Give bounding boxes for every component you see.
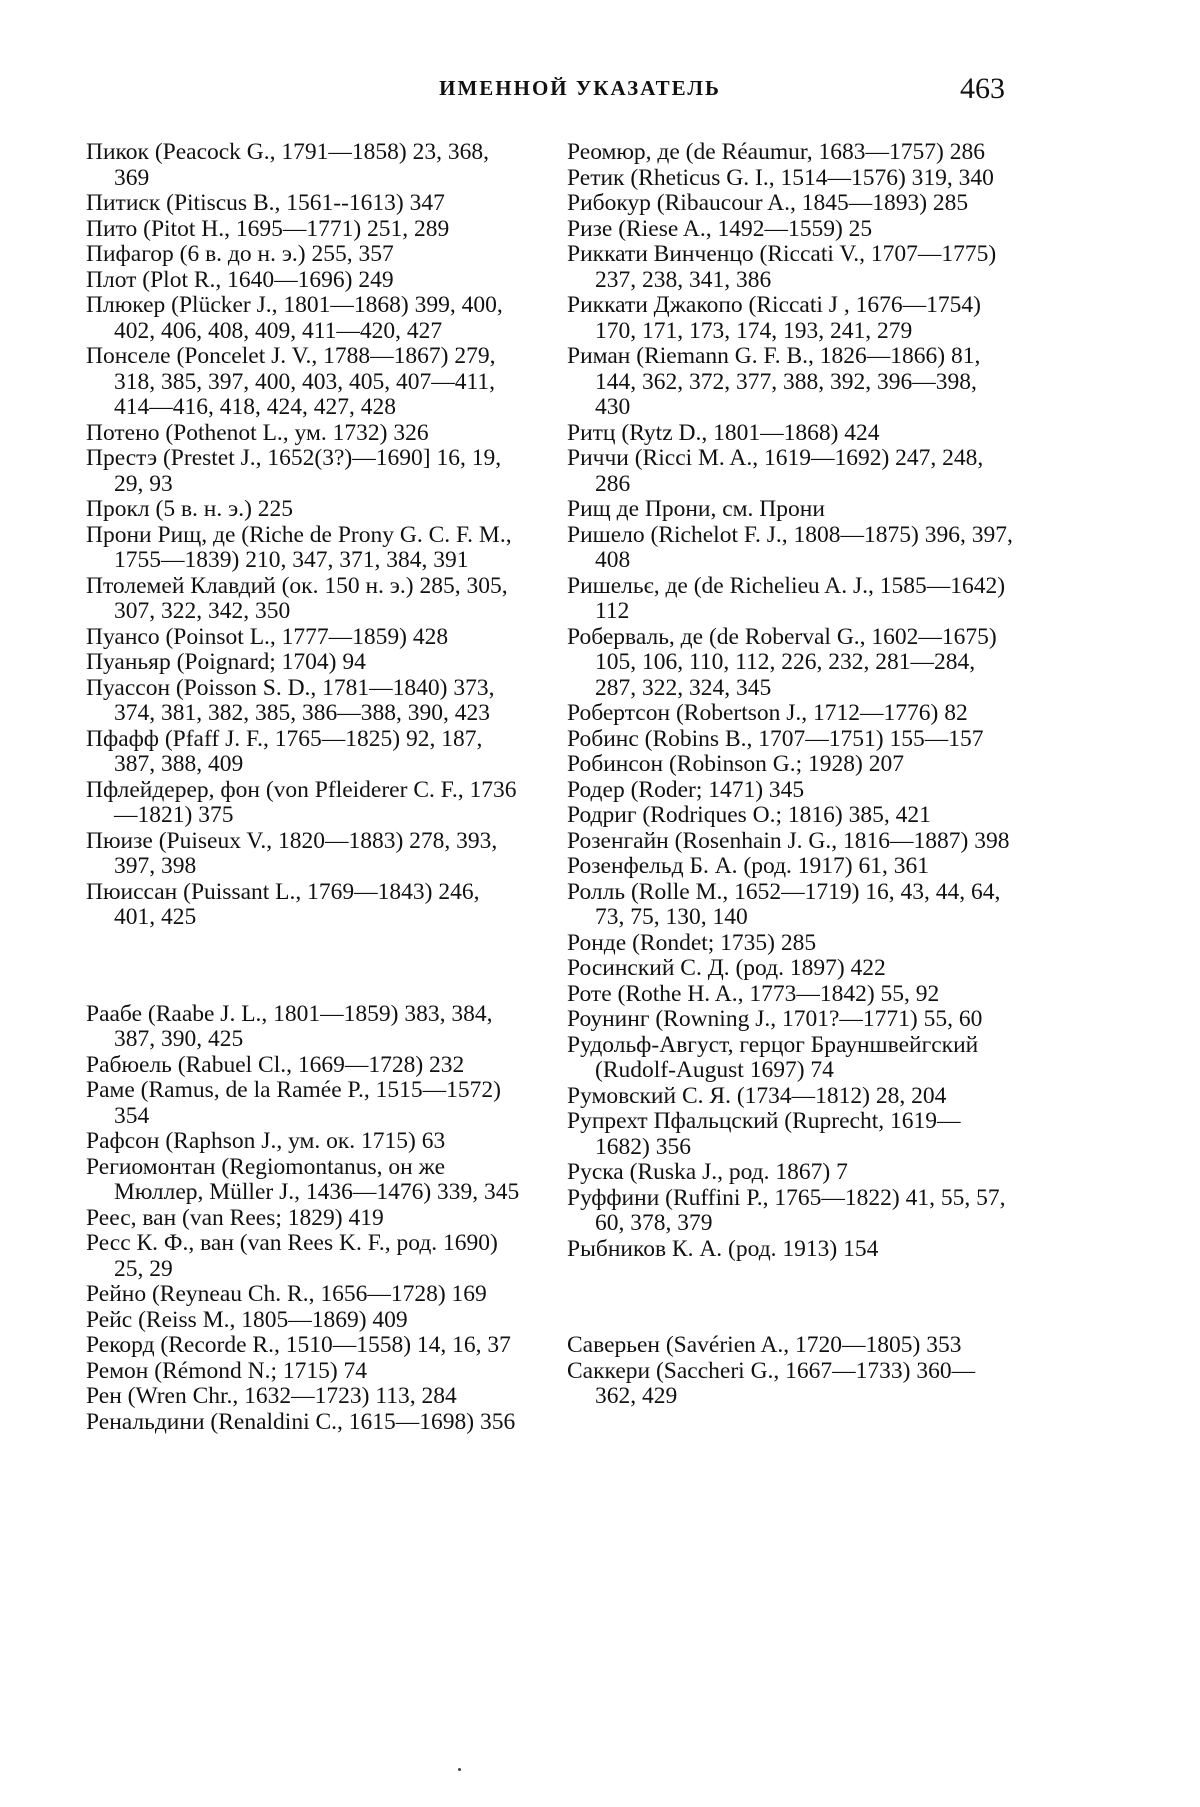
index-entry: Руска (Ruska J., род. 1867) 7 xyxy=(567,1159,848,1185)
index-entry: Пито (Pitot H., 1695—1771) 251, 289 xyxy=(86,215,450,242)
index-entry: Реес, ван (van Rees; 1829) 419 xyxy=(86,1204,384,1231)
index-entry: Питиск (Pitiscus B., 1561--1613) 347 xyxy=(86,190,445,216)
index-entry: Реомюр, де (de Réaumur, 1683—1757) 286 xyxy=(567,139,985,165)
index-entry: Рейс (Reiss M., 1805—1869) 409 xyxy=(86,1306,408,1333)
index-entry: Робинс (Robins B., 1707—1751) 155—157 xyxy=(567,725,984,752)
index-entry: Риччи (Ricci M. A., 1619—1692) 247, 248, 286 xyxy=(567,445,984,497)
index-entry: Розенфельд Б. А. (род. 1917) 61, 361 xyxy=(567,853,929,879)
index-entry: Ренальдини (Renaldini C., 1615—1698) 356 xyxy=(86,1408,516,1435)
index-entry: Робинсон (Robinson G.; 1928) 207 xyxy=(567,751,904,777)
index-entry: Потено (Pothenot L., ум. 1732) 326 xyxy=(86,419,429,446)
index-entry: Пуаньяр (Poignard; 1704) 94 xyxy=(86,649,366,675)
index-entry: Рекорд (Recorde R., 1510—1558) 14, 16, 37 xyxy=(86,1332,511,1358)
index-entry: Птолемей Клавдий (ок. 150 н. э.) 285, 305, 307, 322, 342, 350 xyxy=(86,572,508,624)
index-entry: Понселе (Poncelet J. V., 1788—1867) 279, 318, 385, 397, 400, 403, 405, 407—411, 414—416, 418, 424, 427, 428 xyxy=(86,343,496,420)
index-entry: Рибокур (Ribaucour A., 1845—1893) 285 xyxy=(567,190,969,216)
index-entry: Рейно (Reyneau Ch. R., 1656—1728) 169 xyxy=(86,1281,487,1307)
index-column-right xyxy=(567,140,1013,1410)
index-entry: Рабюель (Rabuel Cl., 1669—1728) 232 xyxy=(86,1051,465,1078)
index-entry: Роунинг (Rowning J., 1701?—1771) 55, 60 xyxy=(567,1006,983,1032)
index-entry: Рыбников К. А. (род. 1913) 154 xyxy=(567,1235,879,1262)
index-entry: Ритц (Rytz D., 1801—1868) 424 xyxy=(567,419,880,446)
index-entry: Ретик (Rheticus G. I., 1514—1576) 319, 340 xyxy=(567,164,994,191)
index-entry: Плюкер (Plücker J., 1801—1868) 399, 400, 402, 406, 408, 409, 411—420, 427 xyxy=(86,292,503,344)
index-entry: Ролль (Rolle M., 1652—1719) 16, 43, 44, 64, 73, 75, 130, 140 xyxy=(567,878,1001,930)
index-entry: Пикок (Peacock G., 1791—1858) 23, 368, 369 xyxy=(86,139,489,191)
index-entry: Рен (Wren Chr., 1632—1723) 113, 284 xyxy=(86,1383,457,1409)
print-speck xyxy=(458,1768,461,1771)
index-entry: Раабе (Raabe J. L., 1801—1859) 383, 384, 387, 390, 425 xyxy=(86,1000,493,1052)
index-entry: Робертсон (Robertson J., 1712—1776) 82 xyxy=(567,700,968,726)
index-entry: Плот (Plot R., 1640—1696) 249 xyxy=(86,266,394,293)
index-entry: Прони Рищ, де (Riche de Prony G. C. F. M., 1755—1839) 210, 347, 371, 384, 391 xyxy=(86,521,512,573)
index-entry: Ришельє, де (de Richelieu A. J., 1585—1642) 112 xyxy=(567,572,1006,624)
index-entry: Пуассон (Poisson S. D., 1781—1840) 373, 374, 381, 382, 385, 386—388, 390, 423 xyxy=(86,674,495,726)
index-entry: Риккати Джакопо (Riccati J , 1676—1754) 170, 171, 173, 174, 193, 241, 279 xyxy=(567,292,981,344)
index-entry: Ремон (Rémond N.; 1715) 74 xyxy=(86,1357,368,1384)
index-entry: Румовский С. Я. (1734—1812) 28, 204 xyxy=(567,1082,947,1109)
section-gap xyxy=(567,1286,1013,1310)
index-entry: Саккери (Saccheri G., 1667—1733) 360—362, 429 xyxy=(567,1357,976,1409)
index-entry: Пюиссан (Puissant L., 1769—1843) 246, 401, 425 xyxy=(86,878,480,930)
index-entry: Ришело (Richelot F. J., 1808—1875) 396, 397, 408 xyxy=(567,521,1013,573)
index-entry: Руффини (Ruffini P., 1765—1822) 41, 55, 57, 60, 378, 379 xyxy=(567,1184,1006,1236)
index-entry: Роберваль, де (de Roberval G., 1602—1675) 105, 106, 110, 112, 226, 232, 281—284, 287, 322, 324, 345 xyxy=(567,623,997,701)
index-entry: Пфафф (Pfaff J. F., 1765—1825) 92, 187, 387, 388, 409 xyxy=(86,725,483,777)
index-entry: Престэ (Prestet J., 1652(3?)—1690] 16, 19, 29, 93 xyxy=(86,445,502,497)
index-entry: Пуансо (Poinsot L., 1777—1859) 428 xyxy=(86,623,449,650)
page-header-title: ИМЕННОЙ УКАЗАТЕЛЬ xyxy=(439,76,721,100)
index-entry: Рупрехт Пфальцский (Ruprecht, 1619—1682) 356 xyxy=(567,1108,961,1160)
index-entry: Розенгайн (Rosenhain J. G., 1816—1887) 398 xyxy=(567,827,1010,854)
index-entry: Рафсон (Raphson J., ум. ок. 1715) 63 xyxy=(86,1128,446,1154)
index-entry: Росинский С. Д. (род. 1897) 422 xyxy=(567,955,886,981)
index-entry: Ризе (Riese A., 1492—1559) 25 xyxy=(567,215,873,242)
index-entry: Прокл (5 в. н. э.) 225 xyxy=(86,496,294,522)
index-entry: Рудольф-Август, герцог Брауншвейгский (Rudolf-August 1697) 74 xyxy=(567,1031,979,1083)
index-entry: Региомонтан (Regiomontanus, он же Мюллер, Müller J., 1436—1476) 339, 345 xyxy=(86,1153,520,1205)
index-entry: Раме (Ramus, de la Ramée P., 1515—1572) 354 xyxy=(86,1077,501,1129)
index-entry: Риман (Riemann G. F. B., 1826—1866) 81, 144, 362, 372, 377, 388, 392, 396—398, 430 xyxy=(567,343,981,420)
index-entry: Родер (Roder; 1471) 345 xyxy=(567,776,805,803)
index-entry: Саверьен (Savérien A., 1720—1805) 353 xyxy=(567,1332,962,1358)
index-column-left xyxy=(86,140,526,1435)
section-gap xyxy=(86,954,526,978)
index-entry: Рищ де Прони, см. Прони xyxy=(567,496,825,522)
page-number: 463 xyxy=(960,72,1005,105)
index-entry: Пфлейдерер, фон (von Pfleiderer C. F., 1736—1821) 375 xyxy=(86,776,517,828)
index-entry: Пюизе (Puiseux V., 1820—1883) 278, 393, 397, 398 xyxy=(86,827,498,879)
index-entry: Риккати Винченцо (Riccati V., 1707—1775) 237, 238, 341, 386 xyxy=(567,241,997,293)
index-entry: Родриг (Rodriques O.; 1816) 385, 421 xyxy=(567,802,931,828)
index-entry: Роте (Rothe H. A., 1773—1842) 55, 92 xyxy=(567,980,940,1007)
index-entry: Пифагор (6 в. до н. э.) 255, 357 xyxy=(86,241,394,267)
index-entry: Ресс К. Ф., ван (van Rees K. F., род. 1690) 25, 29 xyxy=(86,1230,498,1282)
index-entry: Ронде (Rondet; 1735) 285 xyxy=(567,929,817,956)
